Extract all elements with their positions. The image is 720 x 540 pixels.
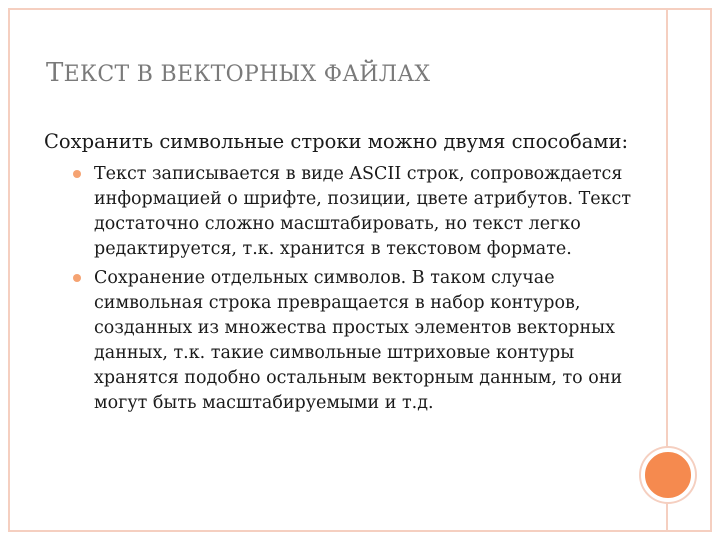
bullet-item: Текст записывается в виде ASCII строк, сопровождается информацией о шрифте, позиции, цвете атрибутов. Текст достаточно сложно масштабировать, но текст легко редактируется, т.к. хранится в текстовом формате. — [94, 162, 644, 262]
slide-body — [44, 128, 644, 420]
title-initial: Т — [46, 58, 64, 88]
bullet-list — [44, 162, 644, 416]
bullet-item: Сохранение отдельных символов. В таком случае символьная строка превращается в набор контуров, созданных из множества простых элементов векторных данных, т.к. такие символьные штриховые контуры хранятся подобно остальным векторным данным, то они могут быть масштабируемыми и т.д. — [94, 266, 644, 416]
lead-text: Сохранить символьные строки можно двумя способами: — [44, 130, 629, 153]
title-rest: ЕКСТ В ВЕКТОРНЫХ ФАЙЛАХ — [63, 62, 431, 87]
decorative-circle — [641, 448, 695, 502]
slide-title — [46, 58, 430, 88]
